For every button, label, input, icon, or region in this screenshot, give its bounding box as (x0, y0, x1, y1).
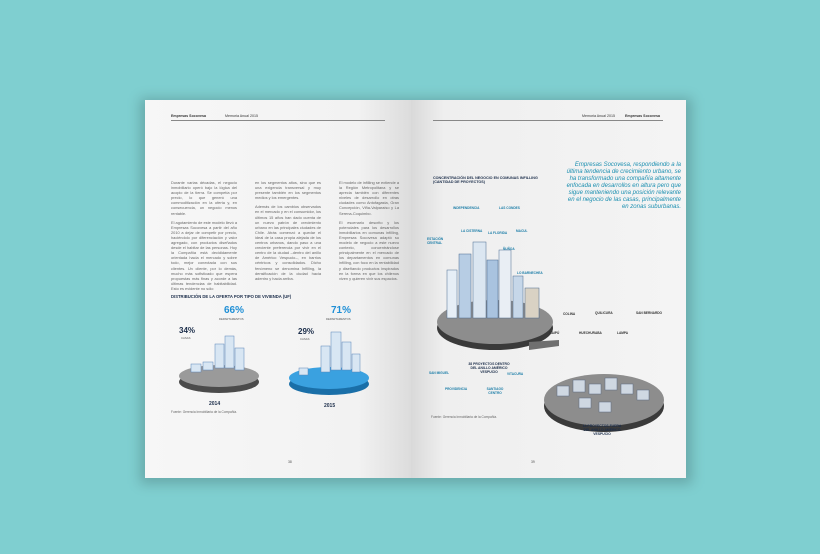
right-header-brand: Empresas Socovesa (625, 114, 660, 118)
right-header-rule (433, 120, 663, 121)
left-text-col-3 (339, 180, 399, 285)
connector-road (529, 340, 559, 352)
commune-maipu: MAIPÚ (549, 331, 560, 335)
commune-la-florida: LA FLORIDA (488, 231, 508, 235)
casas-2015-pct: 29% (298, 327, 315, 336)
casas-2015-label: CASAS (300, 337, 310, 341)
paragraph: Durante varias décadas, el negocio inmobiliario operó bajo la lógica del acopio de la tierra. Se competía por precio, lo que generó una commoditización en la oferta y, en consecuencia, un negocio menos rentable. (171, 180, 237, 216)
commune-san-miguel: SAN MIGUEL (429, 371, 450, 375)
commune-lampa: LAMPA (617, 331, 629, 335)
commune-estacion-central: ESTACIÓN CENTRAL (427, 237, 444, 245)
commune-lo-barnechea: LO BARNECHEA (517, 271, 543, 275)
year-2015: 2015 (324, 403, 336, 409)
left-header-rule (171, 120, 385, 121)
year-2014: 2014 (209, 401, 221, 407)
commune-vitacura: VITACURA (507, 372, 524, 376)
left-page (145, 100, 411, 478)
commune-colina: COLINA (563, 312, 576, 316)
chart-2014-illustration (169, 318, 269, 398)
left-text-col-1 (171, 180, 237, 295)
deptos-2014-label: DEPARTAMENTOS (219, 317, 244, 321)
commune-huechuraba: HUECHURABA (579, 331, 602, 335)
right-header-report: Memoria Anual 2015 (582, 114, 615, 118)
commune-la-cisterna: LA CISTERNA (461, 229, 483, 233)
commune-santiago-centro: SANTIAGO CENTRO (486, 387, 504, 395)
commune-quilicura: QUILICURA (595, 311, 613, 315)
right-source-note: Fuente: Gerencia Inmobiliaria de la Compañía. (431, 415, 498, 419)
paragraph: El modelo de infilling se extiende a la Región Metropolitana y se aprecia también con diferentes niveles de desarrollo en otras ciudades como Antofagasta, Gran Concepción, Viña-Valparaíso y La Serena-Coquimbo. (339, 180, 399, 216)
pull-quote: Empresas Socovesa, respondiendo a la última tendencia de crecimiento urbano, se ha transformado una compañía altamente enfocada en desarrollos en altura pero que sigue manteniendo una posición relevante en el negocio de las casas, principalmente en zonas suburbanas. (566, 162, 681, 210)
paragraph: Además de los cambios observados en el mercado y en el consumidor, los últimos 15 años han dado cuenta de un nuevo patrón de crecimiento urbano en las principales ciudades de Chile. Atrás comenzó a quedar el ideal de la casa propia alejada de los centros urbanos, dando paso a una creciente preferencia por vivir en el centro de la ciudad –dentro del anillo de Américo Vespucio–, en barrios céntricos y consolidados. Dicho fenómeno se denomina Infilling, la densificación de la ciudad hacia adentro y hacia arriba. (255, 204, 321, 281)
commune-san-bernardo: SAN BERNARDO (636, 311, 663, 315)
right-page (411, 100, 686, 478)
commune-independencia: INDEPENDENCIA (453, 206, 480, 210)
commune-las-condes: LAS CONDES (499, 206, 520, 210)
deptos-2015-pct: 71% (331, 305, 352, 316)
deptos-2014-pct: 66% (224, 305, 245, 316)
commune-macul: MACUL (516, 229, 528, 233)
distribution-title: DISTRIBUCIÓN DE LA OFERTA POR TIPO DE VIVIENDA (UF) (171, 294, 292, 299)
map-title: CONCENTRACIÓN DEL NEGOCIO EN COMUNAS INFILLING (CANTIDAD DE PROYECTOS) (433, 176, 538, 185)
commune-nunoa: ÑUÑOA (503, 247, 515, 251)
paragraph: El escenario descrito y los potenciales para los desarrollos inmobiliarios en comunas infilling, Empresas Socovesa adaptó su modelo de negocio a este nuevo contexto, concentrándose principalmente en el mercado de los departamentos en comunas infilling, con foco en la rentabilidad y diseñando productos inspirados en la forma en que los chilenos viven y quieren vivir sus espacios. (339, 219, 399, 281)
outer-projects-caption: 14 PROYECTOS FUERA DEL ANILLO AMÉRICO VESPUCIO (582, 424, 622, 436)
left-text-col-2 (255, 180, 321, 285)
paragraph: en los segmentos altos, sino que es una exigencia transversal y muy presente también en los segmentos medios y los emergentes. (255, 180, 321, 201)
left-source-note: Fuente: Gerencia Inmobiliaria de la Compañía. (171, 410, 238, 414)
left-header-report: Memoria Anual 2015 (225, 114, 258, 118)
left-page-number: 38 (288, 460, 292, 464)
chart-2015-illustration (279, 318, 379, 398)
paragraph: El agotamiento de este modelo llevó a Empresas Socovesa a partir del año 2010 a dejar de competir por precio, haciéndolo por diferenciación y valor agregado, con productos diseñados desde el habitar de las personas. Hoy la Compañía está decididamente orientada hacia el mercado y sobre todo, mejor conectada con sus clientes. Un cliente, por lo demás, mucho más sofisticado que espera propuestas más finas y acorde a las últimas tendencias de habitabilidad. Esto es evidente no sólo (171, 219, 237, 291)
deptos-2015-label: DEPARTAMENTOS (326, 317, 351, 321)
left-header-brand: Empresas Socovesa (171, 114, 206, 118)
right-page-number: 39 (531, 460, 535, 464)
casas-2014-label: CASAS (181, 336, 191, 340)
inner-projects-caption: 38 PROYECTOS DENTRO DEL ANILLO AMÉRICO VESPUCIO (468, 362, 510, 374)
commune-providencia: PROVIDENCIA (445, 387, 468, 391)
casas-2014-pct: 34% (179, 326, 196, 335)
